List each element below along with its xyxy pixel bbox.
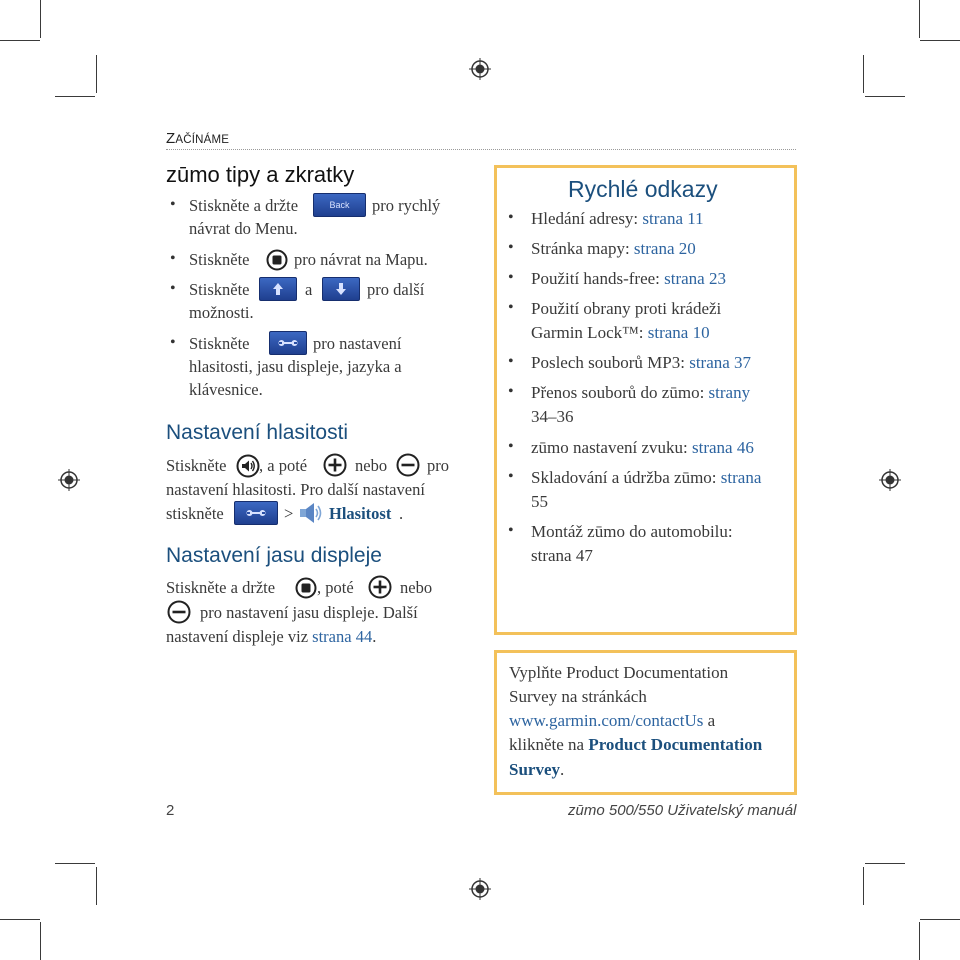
quick-link-item: Garmin Lock™: strana 10 (531, 323, 710, 342)
survey-text: Survey na stránkách (509, 687, 647, 706)
body-text: . (399, 504, 404, 523)
minus-button-icon (396, 453, 420, 477)
plus-button-icon (323, 453, 347, 477)
survey-text: Vyplňte Product Documentation (509, 663, 729, 682)
body-text: nastavení hlasitosti. Pro další nastavení (166, 480, 425, 499)
crop-mark (55, 863, 95, 864)
crop-mark (920, 919, 960, 920)
registration-mark-icon (58, 469, 80, 491)
registration-mark-icon (879, 469, 901, 491)
page-link[interactable]: strana 20 (633, 239, 696, 258)
crop-mark (55, 96, 95, 97)
quick-link-item: Montáž zūmo do automobilu: (531, 522, 733, 541)
bullet: • (170, 196, 176, 213)
crop-mark (865, 96, 905, 97)
bullet: • (170, 250, 176, 267)
crop-mark (0, 40, 40, 41)
tips-heading: zūmo tipy a zkratky (166, 162, 355, 187)
bullet-text: klávesnice. (189, 380, 263, 399)
bullet: • (508, 522, 514, 539)
page-link[interactable]: 55 (531, 492, 548, 511)
manual-title: zūmo 500/550 Uživatelský manuál (568, 802, 797, 819)
body-text: nebo (400, 578, 433, 597)
body-text: > (284, 504, 294, 523)
survey-link[interactable]: Survey (509, 760, 560, 779)
crop-mark (865, 863, 905, 864)
brightness-heading: Nastavení jasu displeje (166, 544, 382, 567)
bullet: • (170, 280, 176, 297)
volume-heading: Nastavení hlasitosti (166, 421, 349, 444)
survey-link[interactable]: Product Documentation (588, 735, 763, 754)
quick-link-item: Poslech souborů MP3: strana 37 (531, 353, 752, 372)
bullet-text: a (305, 280, 313, 299)
down-arrow-button-icon (322, 277, 360, 301)
quick-link-item: Použití hands-free: strana 23 (531, 269, 726, 288)
survey-text: www.garmin.com/contactUs a (509, 711, 716, 730)
registration-mark-icon (469, 58, 491, 80)
page-link[interactable]: 34–36 (531, 407, 574, 426)
bullet: • (508, 209, 514, 226)
bullet-text: pro další (367, 280, 425, 299)
bullet-text: pro nastavení (313, 334, 402, 353)
map-button-icon (266, 249, 288, 271)
quick-link-item: Hledání adresy: strana 11 (531, 209, 704, 228)
minus-button-icon (167, 600, 191, 624)
crop-mark (96, 55, 97, 93)
bullet: • (508, 383, 514, 400)
bullet-text: hlasitosti, jasu displeje, jazyka a (189, 357, 402, 376)
body-text: nebo (355, 456, 388, 475)
bullet-text: pro rychlý (372, 196, 441, 215)
back-button-icon: Back (313, 193, 366, 217)
page-link[interactable]: strana 37 (689, 353, 752, 372)
settings-wrench-button-icon (269, 331, 307, 355)
page-44-link[interactable]: strana 44 (312, 627, 373, 646)
bullet-text: návrat do Menu. (189, 219, 298, 238)
bullet: • (508, 438, 514, 455)
crop-mark (0, 919, 40, 920)
quick-link-item: Skladování a údržba zūmo: strana (531, 468, 762, 487)
survey-text: Survey. (509, 760, 565, 779)
quick-links-title: Rychlé odkazy (568, 176, 718, 202)
body-text: stiskněte (166, 504, 224, 523)
body-text: , poté (317, 578, 354, 597)
registration-mark-icon (469, 878, 491, 900)
bullet: • (508, 353, 514, 370)
bullet: • (170, 334, 176, 351)
page-link[interactable]: strany (708, 383, 751, 402)
bullet-text: Stiskněte (189, 280, 250, 299)
bullet-text: pro návrat na Mapu. (294, 250, 428, 269)
page-link[interactable]: strana 23 (664, 269, 726, 288)
quick-link-item: Stránka mapy: strana 20 (531, 239, 696, 258)
section-label: ZAČÍNÁME (166, 130, 230, 147)
body-text: pro nastavení jasu displeje. Další (200, 603, 418, 622)
header-divider (166, 149, 796, 150)
crop-mark (96, 867, 97, 905)
up-arrow-button-icon (259, 277, 297, 301)
body-text: , a poté (259, 456, 308, 475)
page-link[interactable]: strana (720, 468, 762, 487)
bullet-text: Stiskněte (189, 250, 250, 269)
volume-link[interactable]: Hlasitost (329, 504, 392, 523)
volume-speaker-icon (297, 500, 325, 526)
page-link[interactable]: strana 47 (531, 546, 593, 565)
page-number: 2 (166, 802, 175, 819)
body-text: nastavení displeje viz strana 44. (166, 627, 377, 646)
quick-link-item: Použití obrany proti krádeži (531, 299, 722, 318)
page-link[interactable]: strana 11 (642, 209, 704, 228)
bullet-text: Stiskněte a držte (189, 196, 299, 215)
bullet: • (508, 468, 514, 485)
crop-mark (863, 55, 864, 93)
map-button-icon (295, 577, 317, 599)
crop-mark (919, 0, 920, 38)
survey-text: klikněte na Product Documentation (509, 735, 763, 754)
bullet-text: možnosti. (189, 303, 254, 322)
body-text: pro (427, 456, 449, 475)
quick-link-item: zūmo nastavení zvuku: strana 46 (531, 438, 754, 457)
garmin-contact-link[interactable]: www.garmin.com/contactUs (509, 711, 704, 730)
crop-mark (919, 922, 920, 960)
crop-mark (40, 0, 41, 38)
crop-mark (40, 922, 41, 960)
bullet: • (508, 269, 514, 286)
settings-wrench-button-icon (234, 501, 278, 525)
speaker-button-icon (236, 454, 260, 478)
plus-button-icon (368, 575, 392, 599)
page-link[interactable]: strana 10 (647, 323, 710, 342)
crop-mark (920, 40, 960, 41)
bullet-text: Stiskněte (189, 334, 250, 353)
crop-mark (863, 867, 864, 905)
bullet: • (508, 239, 514, 256)
bullet: • (508, 299, 514, 316)
body-text: Stiskněte a držte (166, 578, 276, 597)
page-link[interactable]: strana 46 (692, 438, 754, 457)
body-text: Stiskněte (166, 456, 227, 475)
quick-link-item: Přenos souborů do zūmo: strany (531, 383, 751, 402)
